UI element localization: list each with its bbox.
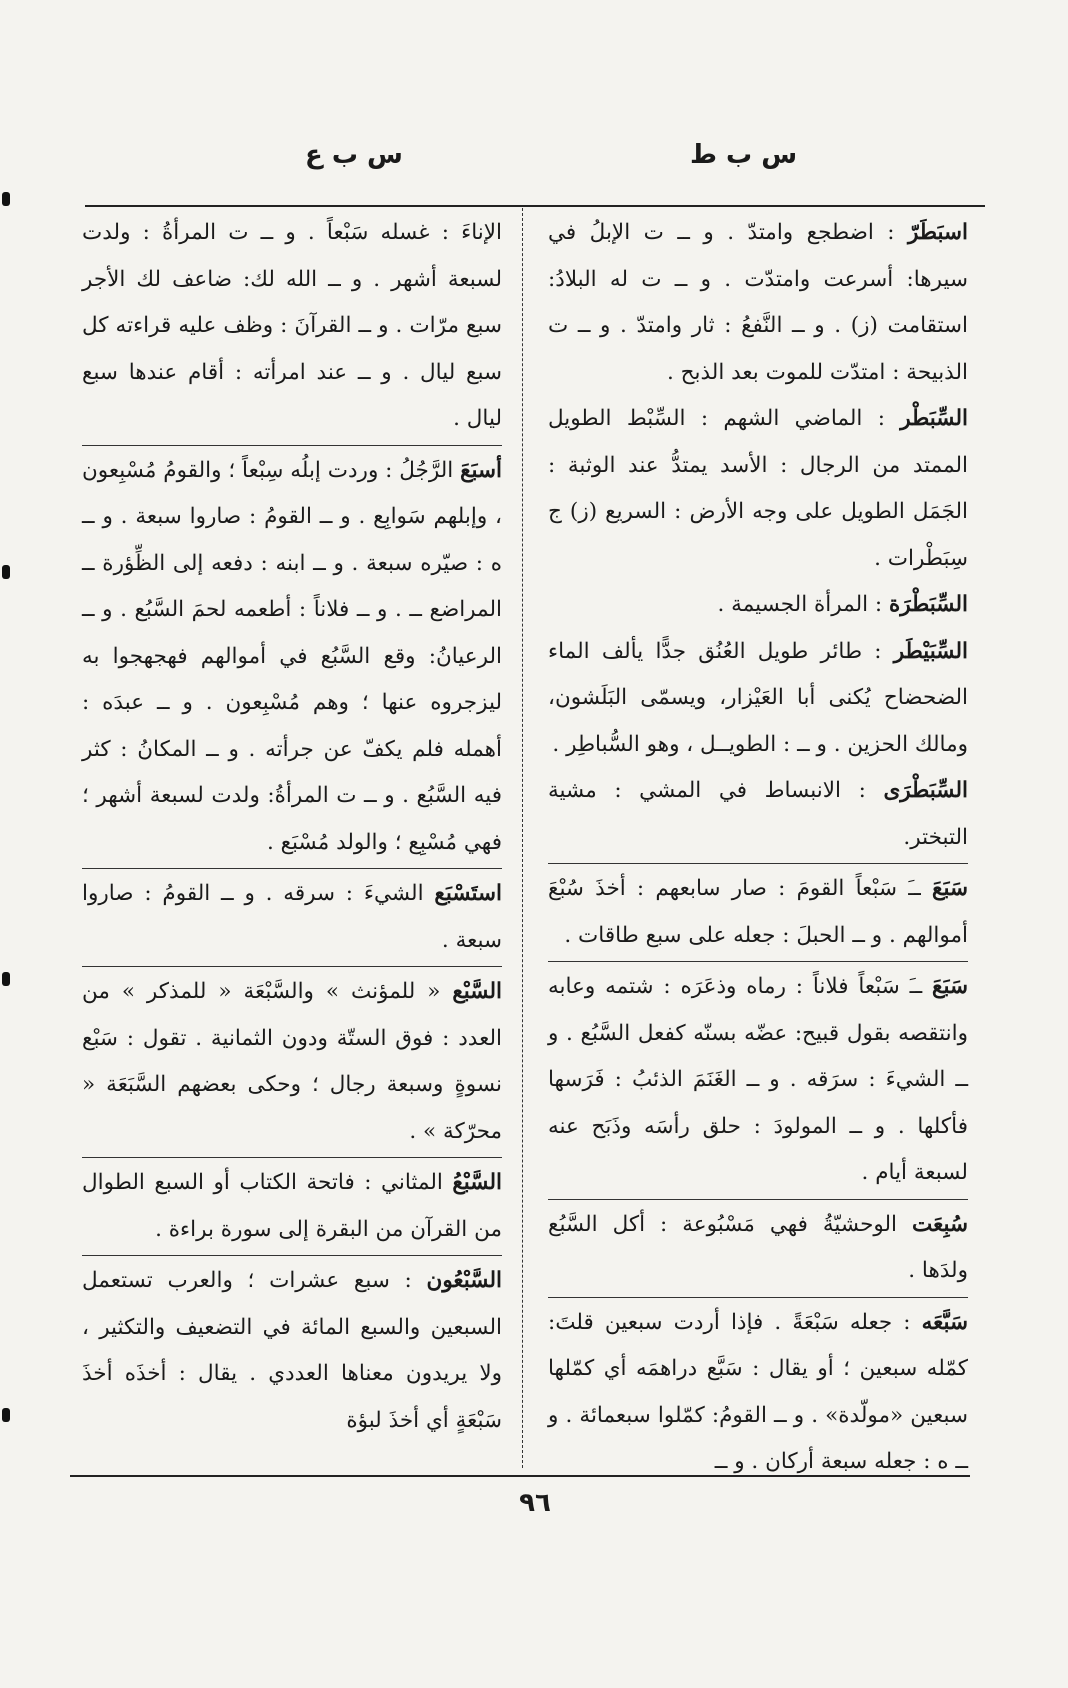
entry-separator bbox=[548, 1297, 968, 1298]
entry-headword: سَبَّعَه bbox=[921, 1309, 968, 1335]
dictionary-entry bbox=[548, 1202, 968, 1295]
entry-definition: : جعله سَبْعَةً . فإذا أردت سبعين قلتَ: كمّله سبعين ؛ أو يقال : سَبَّع دراهمَه أي كمّلها سبعين «مولّدة» . و ــ القومُ: كمّلوا سبعمائة . و ــ ه : جعله سبعة أركان . و ــ bbox=[548, 1309, 968, 1474]
entry-headword: سُبِعَت bbox=[912, 1211, 968, 1237]
dictionary-entry bbox=[548, 210, 968, 396]
right-column bbox=[548, 210, 968, 1474]
dictionary-entry bbox=[548, 582, 968, 629]
margin-mark bbox=[2, 972, 10, 986]
entry-definition: المثاني : فاتحة الكتاب أو السبع الطوال من القرآن من البقرة إلى سورة براءة . bbox=[82, 1170, 502, 1242]
dictionary-entry bbox=[82, 1258, 502, 1444]
entry-definition: : الانبساط في المشي : مشية التبختر. bbox=[548, 778, 968, 850]
dictionary-entry bbox=[548, 1300, 968, 1486]
entry-separator bbox=[548, 863, 968, 864]
entry-separator bbox=[82, 1157, 502, 1158]
top-rule bbox=[85, 205, 985, 207]
entry-headword: سَبَعَ bbox=[932, 974, 968, 999]
entry-headword: السِّبَيْطَر bbox=[893, 638, 968, 664]
entry-definition: : سبع عشرات ؛ والعرب تستعمل السبعين والسبع المائة في التضعيف والتكثير ، ولا يريدون معناها العددي . يقال : أخذَه أخذَ سَبْعَةٍ أي أخذَ لبؤة bbox=[82, 1268, 502, 1433]
dictionary-entry bbox=[548, 866, 968, 959]
entry-separator bbox=[82, 966, 502, 967]
entry-headword: أسبَعَ bbox=[460, 457, 503, 483]
entry-headword: السِّبَطْرَة bbox=[889, 592, 968, 617]
entry-definition: الوحشيّةُ فهي مَسْبُوعة : أكل السَّبُع ولدَها . bbox=[548, 1211, 968, 1283]
entry-headword: السَّبْعُ bbox=[452, 1170, 502, 1195]
entry-headword: اسبَطَرّ bbox=[908, 220, 968, 245]
dictionary-entry bbox=[548, 396, 968, 582]
column-divider bbox=[522, 208, 523, 1468]
running-header-right: س ب ط bbox=[690, 140, 798, 170]
running-header-left: س ب ع bbox=[305, 140, 403, 170]
entry-definition: ــَ سَبْعاً فلاناً : رماه وذعَرَه : شتمه وعابه وانتقصه بقول قبيح: عضّه بسنّه كفعل السَّبُع . و ــ الشيءَ : سرَقه . و ــ الغَنَمَ الذئبُ : فَرَسها فأكلها . و ــ المولودَ : حلق رأسَه وذَبَح عنه لسبعة أيام . bbox=[548, 974, 968, 1185]
entry-separator bbox=[82, 445, 502, 446]
margin-mark bbox=[2, 565, 10, 579]
entry-definition: الإناءَ : غسله سَبْعاً . و ــ ت المرأةُ : ولدت لسبعة أشهر . و ــ الله لك: ضاعف لك الأجر سبع مرّات . و ــ القرآنَ : وظف عليه قراءته كل سبع ليال . و ــ عند امرأته : أقام عندها سبع ليال . bbox=[82, 220, 502, 431]
margin-mark bbox=[2, 192, 10, 206]
left-column bbox=[82, 210, 502, 1470]
page-number: ٩٦ bbox=[519, 1488, 551, 1518]
dictionary-entry bbox=[82, 210, 502, 443]
entry-definition: : المرأة الجسيمة . bbox=[717, 592, 883, 617]
dictionary-entry bbox=[548, 768, 968, 861]
entry-separator bbox=[82, 868, 502, 869]
entry-definition: : الماضي الشهم : السِّبْط الطويل الممتد من الرجال : الأسد يمتدُّ عند الوثبة : الجَمَل الطويل على وجه الأرض : السريع (ز) ج سِبَطْرات . bbox=[548, 406, 968, 571]
entry-headword: السِّبَطْر bbox=[900, 406, 968, 431]
entry-headword: السَّبْع bbox=[452, 979, 502, 1004]
entry-definition: الرَّجُلُ : وردت إبلُه سِبْعاً ؛ والقومُ مُسْبِعون ، وإبلهم سَوابِع . و ــ القومُ : صاروا سبعة . و ــ ه : صيّره سبعة . و ــ ابنه : دفعه إلى الظِّؤرة ــ المراضع ــ . و ــ فلاناً : أطعمه لحمَ السَّبُع . و ــ الرعيانُ: وقع السَّبُع في أموالهم فهجهجوا به ليزجروه عنها ؛ وهم مُسْبِعون . و ــ عبدَه : أهمله فلم يكفّ عن جرأته . و ــ المكانُ : كثر فيه السَّبُع . و ــ ت المرأةُ: ولدت لسبعة أشهر ؛ فهي مُسْبِع ؛ والولد مُسْبَع . bbox=[82, 457, 502, 855]
dictionary-entry bbox=[82, 448, 502, 867]
bottom-rule bbox=[70, 1475, 970, 1477]
entry-headword: السَّبْعُون bbox=[426, 1268, 502, 1293]
entry-separator bbox=[82, 1255, 502, 1256]
dictionary-entry bbox=[548, 964, 968, 1197]
dictionary-entry bbox=[82, 1160, 502, 1253]
entry-definition: الشيءَ : سرقه . و ــ القومُ : صاروا سبعة . bbox=[82, 881, 502, 953]
entry-separator bbox=[548, 1199, 968, 1200]
dictionary-entry bbox=[82, 871, 502, 964]
entry-definition: ــَ سَبْعاً القومَ : صار سابعهم : أخذَ سُبْعَ أموالهم . و ــ الحبلَ : جعله على سبع طاقات . bbox=[548, 876, 968, 948]
entry-definition: « للمؤنث » والسَّبْعَة « للمذكر » من العدد : فوق الستّة ودون الثمانية . تقول : سَبْع نسوةٍ وسبعة رجال ؛ وحكى بعضهم السَّبَعَة « محرّكة » . bbox=[82, 979, 502, 1144]
entry-headword: استَسْبَع bbox=[434, 881, 502, 906]
entry-headword: السِّبَطْرَى bbox=[883, 778, 968, 803]
margin-mark bbox=[2, 1408, 10, 1422]
entry-separator bbox=[548, 961, 968, 962]
entry-definition: : اضطجع وامتدّ . و ــ ت الإبلُ في سيرها: أسرعت وامتدّت . و ــ ت له البلادُ: استقامت (ز) . و ــ النَّفعُ : ثار وامتدّ . و ــ ت الذبيحة : امتدّت للموت بعد الذبح . bbox=[548, 220, 968, 385]
entry-headword: سَبَعَ bbox=[932, 876, 968, 901]
entry-definition: : طائر طويل العُنُق جدًّا يألف الماء الضحضاح يُكنى أبا العَيْزار، ويسمّى البَلَشون، ومالك الحزين . و ــ : الطويــل ، وهو السُّباطِر . bbox=[548, 638, 968, 757]
dictionary-entry bbox=[548, 629, 968, 769]
dictionary-entry bbox=[82, 969, 502, 1155]
